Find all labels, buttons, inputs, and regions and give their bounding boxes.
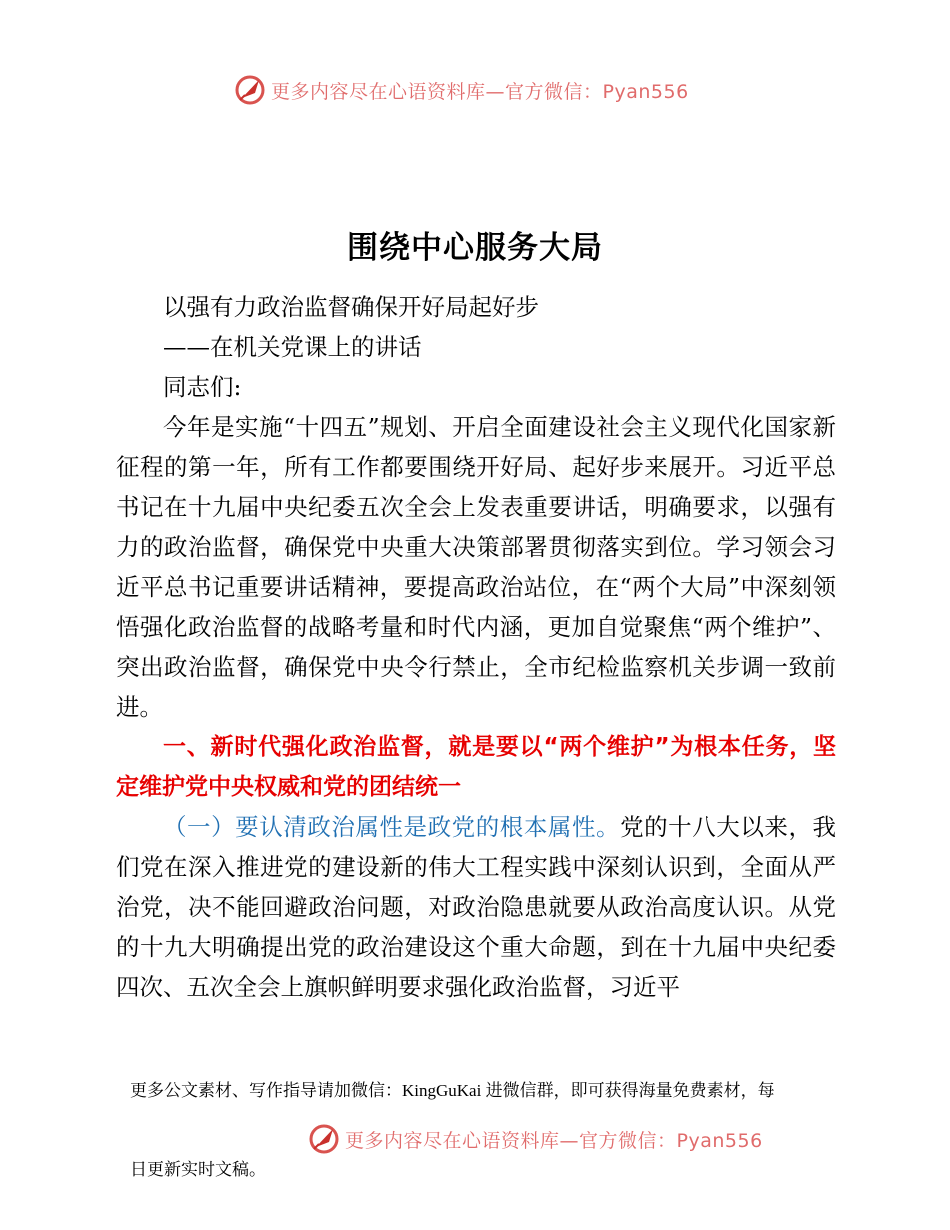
subsection-1-label: （一）要认清政治属性是政党的根本属性。 (163, 813, 621, 841)
footer-watermark (307, 1122, 763, 1156)
subtitle: 以强有力政治监督确保开好局起好步 (163, 293, 539, 321)
subsection-1-text: 党的十八大以来，我们党在深入推进党的建设新的伟大工程实践中深刻认识到，全面从严治党，决不能回避政治问题，对政治隐患就要从政治高度认识。从党的十九大明确提出党的政治建设这个重大命题，到在十九届中央纪委四次、五次全会上旗帜鲜明要求强化政治监督，习近平 (116, 813, 837, 1001)
subsection-1 (116, 807, 836, 1007)
footer-note-line-2: 日更新实时文稿。 (130, 1160, 266, 1179)
quill-pen-logo-icon (233, 73, 267, 107)
section-heading-1: 一、新时代强化政治监督，就是要以“两个维护”为根本任务，坚定维护党中央权威和党的团结统一 (116, 734, 836, 800)
document-body (116, 287, 836, 1007)
greeting: 同志们: (163, 373, 242, 401)
header-watermark (233, 73, 689, 107)
quill-pen-logo-icon (307, 1122, 341, 1156)
footer-note: 更多公文素材、写作指导请加微信：KingGuKai 进微信群，即可获得海量免费素材，每 (130, 1081, 775, 1100)
watermark-text: 更多内容尽在心语资料库—官方微信：Pyan556 (271, 80, 689, 103)
watermark-text: 更多内容尽在心语资料库—官方微信：Pyan556 (345, 1129, 763, 1152)
paragraph-1: 今年是实施“十四五”规划、开启全面建设社会主义现代化国家新征程的第一年，所有工作都要围绕开好局、起好步来展开。习近平总书记在十九届中央纪委五次全会上发表重要讲话，明确要求，以强有力的政治监督，确保党中央重大决策部署贯彻落实到位。学习领会习近平总书记重要讲话精神，要提高政治站位，在“两个大局”中深刻领悟强化政治监督的战略考量和时代内涵，更加自觉聚焦“两个维护”、突出政治监督，确保党中央令行禁止，全市纪检监察机关步调一致前进。 (116, 413, 836, 721)
subtitle-2: ——在机关党课上的讲话 (163, 333, 422, 361)
document-title: 围绕中心服务大局 (347, 230, 603, 266)
